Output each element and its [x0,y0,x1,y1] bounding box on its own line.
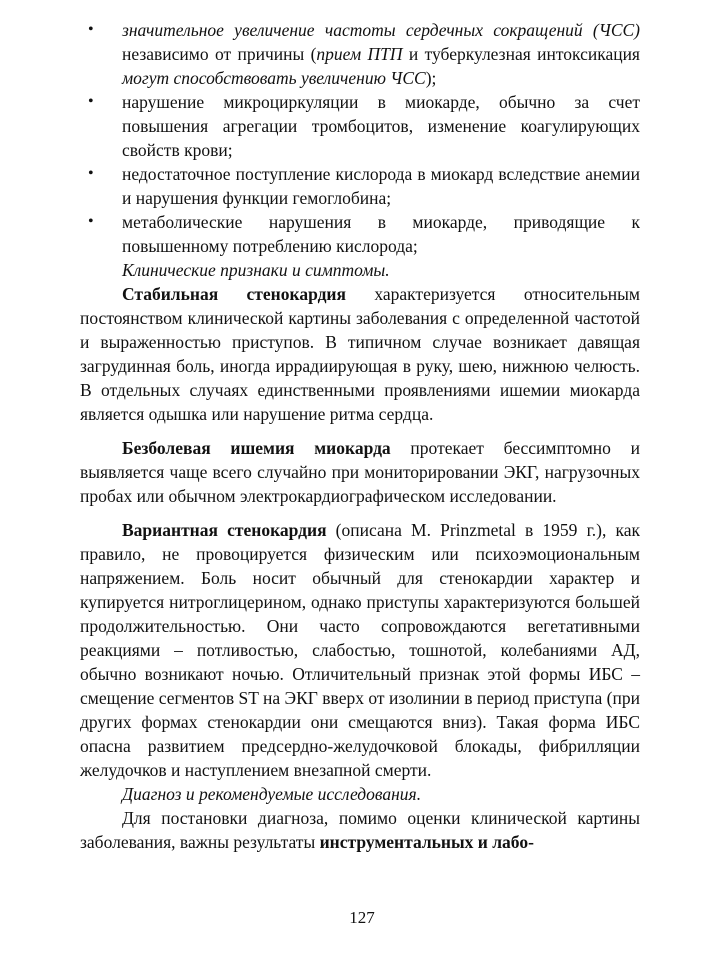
bullet-icon: • [88,213,94,230]
list-item-text: прием ПТП [316,44,403,64]
list-item-text: значительное увеличение частоты сердечных сокращений (ЧСС) [122,20,640,40]
page-number: 127 [349,908,375,927]
silent-ischemia-term: Безболевая ишемия миокарда [122,438,391,458]
bullet-icon: • [88,21,94,38]
list-item-text: ); [425,68,437,88]
diagnosis-text: Для постановки диагноза, помимо оценки клинической картины заболевания, важны результаты [80,808,640,852]
list-item-text: могут способствовать увеличению ЧСС [122,68,426,88]
list-item-text: и туберкулезная интоксикация [402,44,640,64]
variant-angina-term: Вариантная стенокардия [122,520,327,540]
list-item [80,18,640,90]
variant-angina-text: (описана М. Prinzmetal в 1959 г.), как правило, не провоцируется физическим или психоэмоциональным напряжением. Боль носит обычный для стенокардии характер и купируется нитроглицерином, однако приступы характеризуются большей продолжительностью. Они часто сопровождаются вегетативными реакциями – потливостью, слабостью, тошнотой, колебаниями АД, обычно возникают ночью. Отличительный признак этой формы ИБС – смещение сегментов ST на ЭКГ вверх от изолинии в период приступа (при других формах стенокардии они смещаются вниз). Такая форма ИБС опасна развитием предсердно-желудочковой блокады, фибрилляции желудочков и наступлением внезапной смерти. [80,520,640,780]
page-content [80,18,640,854]
list-item-text: недостаточное поступление кислорода в миокард вследствие анемии и нарушения функции гемоглобина; [122,164,640,208]
bullet-icon: • [88,165,94,182]
list-item-text: метаболические нарушения в миокарде, приводящие к повышенному потреблению кислорода; [122,212,640,256]
diagnosis-heading: Диагноз и рекомендуемые исследования. [122,784,422,804]
diagnosis-bold-text: инструментальных и лабо- [319,832,534,852]
list-item [80,162,640,210]
silent-ischemia-text: протекает бессимптомно и выявляется чаще всего случайно при мониторировании ЭКГ, нагрузочных пробах или обычном электрокардиографическом исследовании. [80,438,641,506]
variant-angina-paragraph [80,518,640,782]
list-item-text: нарушение микроциркуляции в миокарде, обычно за счет повышения агрегации тромбоцитов, изменение коагулирующих свойств крови; [122,92,640,160]
bullet-icon: • [88,93,94,110]
list-item [80,210,640,258]
silent-ischemia-paragraph [80,436,640,508]
list-item [80,90,640,162]
risk-factor-list [80,18,640,258]
stable-angina-text: характеризуется относительным постоянством клинической картины заболевания с определенной частотой и выраженностью приступов. В типичном случае возникает давящая загрудинная боль, иногда иррадиирующая в руку, шею, нижнюю челюсть. В отдельных случаях единственными проявлениями ишемии миокарда является одышка или нарушение ритма сердца. [80,284,640,424]
diagnosis-paragraph [80,806,640,854]
stable-angina-paragraph [80,282,640,426]
list-item-text: независимо от причины ( [122,44,317,64]
clinical-signs-heading: Клинические признаки и симптомы. [122,260,390,280]
stable-angina-term: Стабильная стенокардия [122,284,346,304]
